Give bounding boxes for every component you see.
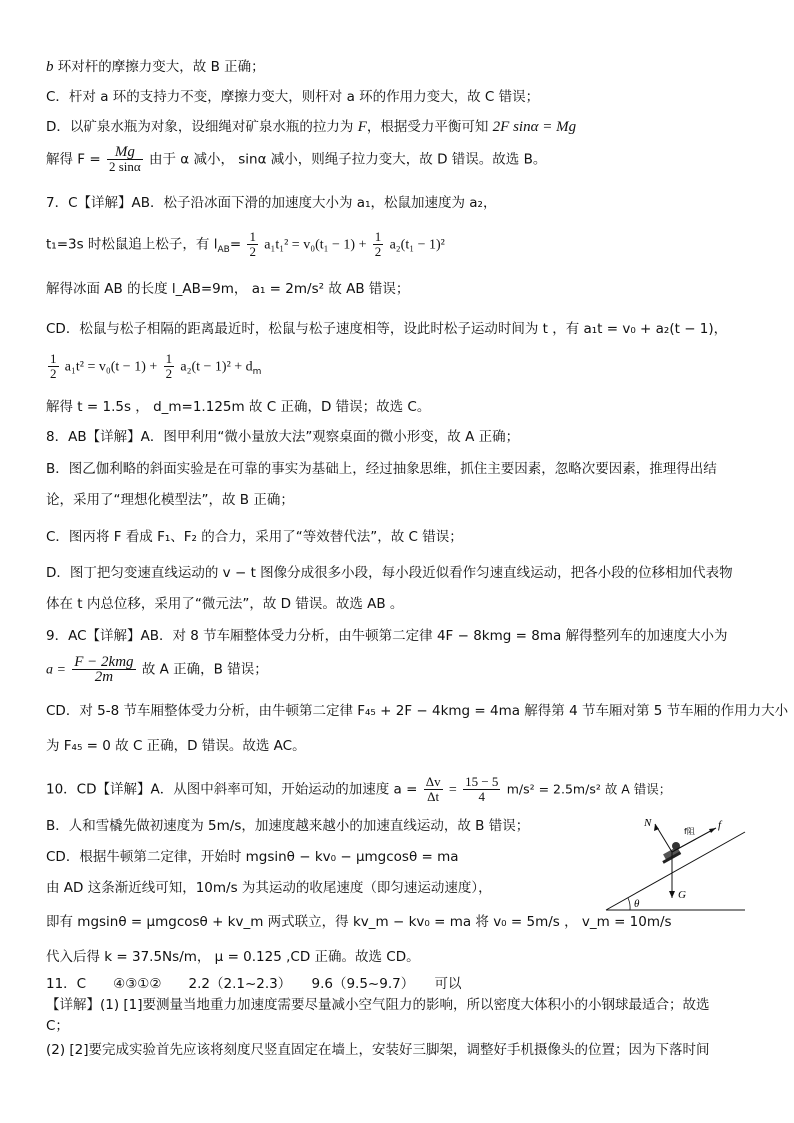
theta-label: θ: [634, 898, 640, 910]
text-line: 为 F₄₅ = 0 故 C 正确，D 错误。故选 AC。: [46, 738, 306, 754]
text-line: CD．对 5-8 节车厢整体受力分析，由牛顿第二定律 F₄₅ + 2F − 4kmg = 4ma 解得第 4 节车厢对第 5 节车厢的作用力大小: [46, 703, 789, 719]
text-line: D．图丁把匀变速直线运动的 v − t 图像分成很多小段，每小段近似看作匀速直线运动，把各小段的位移相加代表物: [46, 565, 733, 581]
text-line: B．图乙伽利略的斜面实验是在可靠的事实为基础上，经过抽象思维，抓住主要因素，忽略次要因素，推理得出结: [46, 461, 717, 477]
text-line: 由 AD 这条渐近线可知，10m/s 为其运动的收尾速度（即匀速运动速度），: [46, 880, 492, 896]
fraction: $\frac{1}{2}$: [249, 229, 256, 259]
fraction: $\frac{\text{F − 2kmg}}{2m}$: [74, 654, 134, 685]
text-line: t₁=3s 时松鼠追上松子，有 $l_{AB}=$ $\frac{1}{2}$ a₁t₁² = v₀(t₁ − 1) + $\frac{1}{2}$ a₂(t₁ − 1)²: [46, 229, 445, 259]
angle-arc: [628, 898, 630, 910]
text-line: 即有 mgsinθ = μmgcosθ + kv_m 两式联立，得 kv_m − kv₀ = ma 将 v₀ = 5m/s ， v_m = 10m/s: [46, 914, 672, 930]
fraction: $\frac{\Delta v}{\Delta t}$: [425, 774, 441, 804]
incline-force-diagram: [600, 812, 750, 912]
text-line: 解得冰面 AB 的长度 l_AB=9m， a₁ = 2m/s² 故 AB 错误；: [46, 281, 410, 297]
text-line: 9．AC【详解】AB．对 8 节车厢整体受力分析，由牛顿第二定律 4F − 8kmg = 8ma 解得整列车的加速度大小为: [46, 628, 728, 644]
text-line: 7．C【详解】AB．松子沿冰面下滑的加速度大小为 a₁，松鼠加速度为 a₂，: [46, 195, 497, 211]
text-line: CD．根据牛顿第二定律，开始时 mgsinθ − kv₀ − μmgcosθ = ma: [46, 849, 459, 865]
text-line: 论，采用了“理想化模型法”，故 B 正确；: [46, 492, 294, 508]
text-line: D．以矿泉水瓶为对象，设细绳对矿泉水瓶的拉力为 F，根据受力平衡可知 2F sinα = Mg: [46, 119, 577, 135]
text-line: 体在 t 内总位移，采用了“微元法”，故 D 错误。故选 AB 。: [46, 596, 404, 612]
fraction: $\frac{1}{2}$: [50, 351, 57, 381]
text-line: C；: [46, 1018, 69, 1034]
text-line: C．图丙将 F 看成 F₁、F₂ 的合力，采用了“等效替代法”，故 C 错误；: [46, 529, 463, 545]
text-line: 解得 F = $\frac{Mg}{2 \sin\alpha}$ 由于 α 减小， sinα 减小，则绳子拉力变大，故 D 错误。故选 B。: [46, 144, 547, 174]
text-line: 代入后得 k = 37.5Ns/m， μ = 0.125 ,CD 正确。故选 CD。: [46, 949, 420, 965]
text-line: 【详解】(1) [1]要测量当地重力加速度需要尽量减小空气阻力的影响，所以密度大体积小的小钢球最适合；故选: [46, 997, 710, 1013]
normal-force-label: N: [644, 817, 652, 829]
fraction: $\frac{15 - 5}{4}$: [465, 774, 499, 804]
equation: 2F sinα = Mg: [492, 119, 577, 135]
text-line: CD．松鼠与松子相隔的距离最近时，松鼠与松子速度相等，设此时松子运动时间为 t ，有 a₁t = v₀ + a₂(t − 1)，: [46, 321, 728, 337]
text-line: 11．C ④③①② 2.2（2.1~2.3） 9.6（9.5~9.7） 可以: [46, 976, 462, 992]
gravity-label: G: [678, 889, 686, 901]
text-line: C．杆对 a 环的支持力不变，摩擦力变大，则杆对 a 环的作用力变大，故 C 错误；: [46, 89, 540, 105]
text-line: $\frac{1}{2}$ a₁t² = v₀(t − 1) + $\frac{1}{2}$ $a_2(t - 1)^2 + d_m$: [50, 351, 262, 381]
text-line: b 环对杆的摩擦力变大，故 B 正确；: [46, 59, 265, 75]
fraction: $\frac{1}{2}$: [165, 351, 173, 381]
drag-force-label: f阻: [684, 827, 695, 836]
text-line: a = $\frac{\text{F − 2kmg}}{2m}$ 故 A 正确，B 错误；: [46, 654, 268, 685]
text-line: B．人和雪橇先做初速度为 5m/s，加速度越来越小的加速直线运动，故 B 错误；: [46, 818, 530, 834]
fraction: $\frac{1}{2}$: [374, 229, 382, 259]
text-line: (2) [2]要完成实验首先应该将刻度尺竖直固定在墙上，安装好三脚架，调整好手机摄像头的位置；因为下落时间: [46, 1042, 710, 1058]
text-line: 解得 t = 1.5s ， d_m=1.125m 故 C 正确，D 错误；故选 C。: [46, 399, 431, 415]
text-line: 10．CD【详解】A．从图中斜率可知，开始运动的加速度 a = $\frac{\Delta v}{\Delta t}$ = $\frac{15 - 5}{4}$ m/s² = 2.5m/s² 故 A 错误；: [46, 774, 672, 804]
fraction: $\frac{Mg}{2 \sin\alpha}$: [108, 144, 141, 174]
force-f-label: f: [718, 819, 722, 831]
math-var: b: [46, 59, 54, 75]
text-line: 8．AB【详解】A．图甲利用“微小量放大法”观察桌面的微小形变，故 A 正确；: [46, 429, 520, 445]
